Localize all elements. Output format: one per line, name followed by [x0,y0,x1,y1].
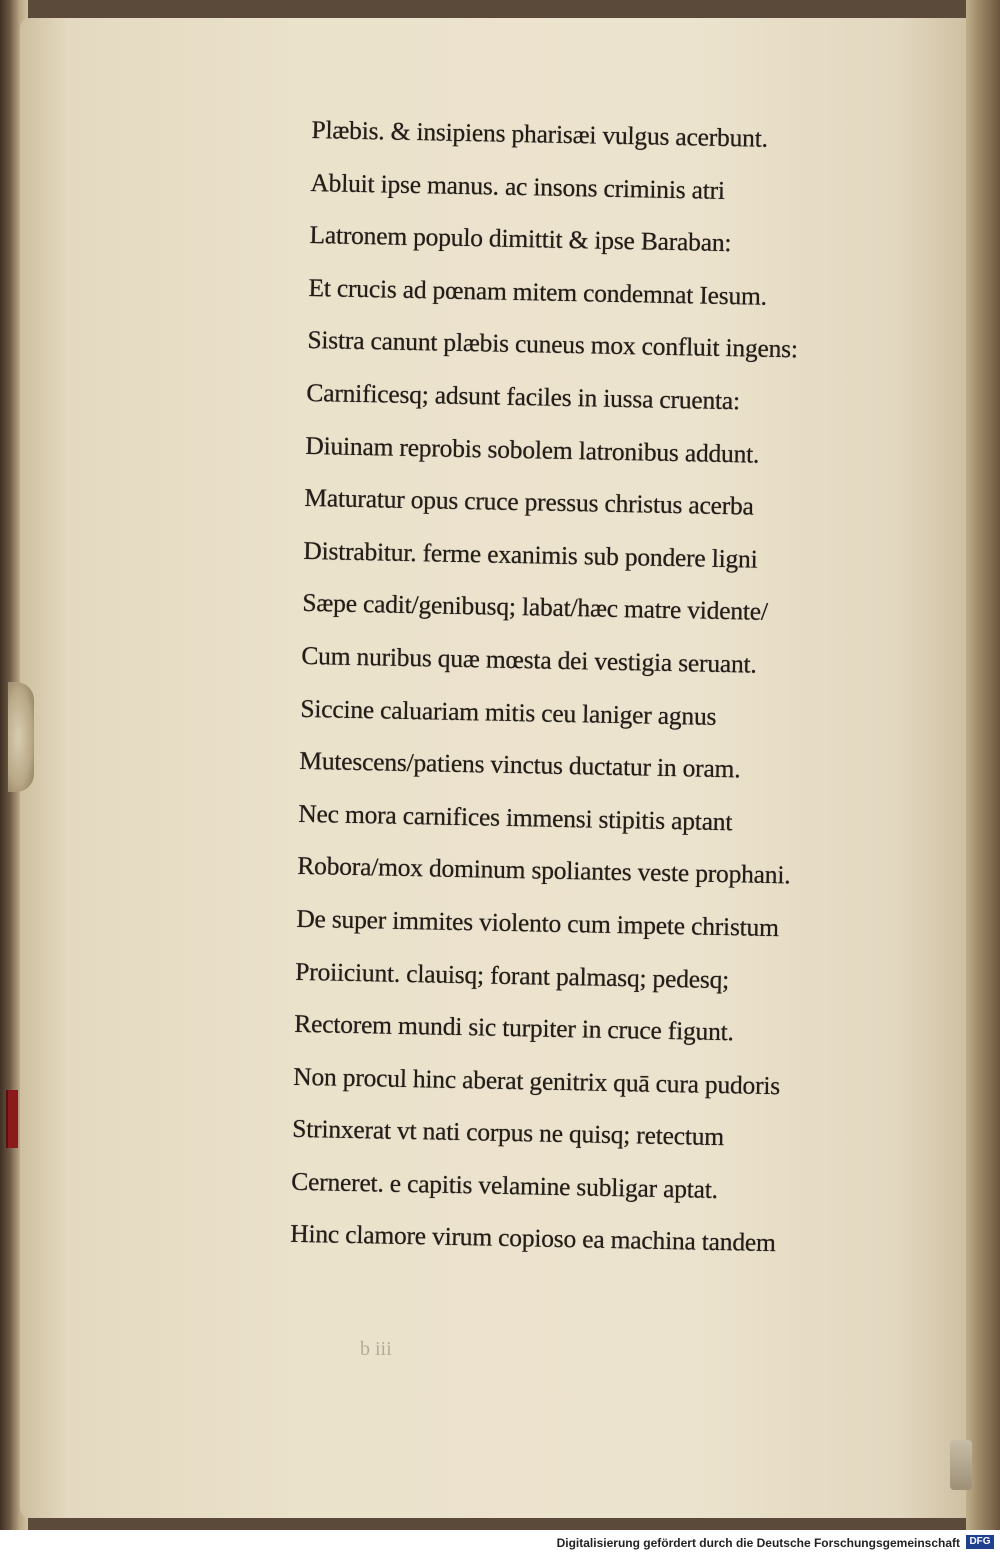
text-line: Sistra canunt plæbis cuneus mox confluit ingens: [307,325,799,364]
text-line: Nec mora carnifices immensi stipitis aptant [298,798,733,836]
signature-mark: b iii [360,1338,392,1360]
text-line: Abluit ipse manus. ac insons criminis atri [310,167,726,205]
text-line: Robora/mox dominum spoliantes veste prophani. [297,851,791,890]
poem-text [290,104,912,1272]
text-line: Plæbis. & insipiens pharisæi vulgus acerbunt. [311,114,769,153]
text-line: Maturatur opus cruce pressus christus acerba [304,483,754,521]
text-line: De super immites violento cum impete christum [296,903,780,943]
text-line: Latronem populo dimittit & ipse Baraban: [309,220,732,258]
text-line: Diuinam reprobis sobolem latronibus addunt. [305,430,760,469]
text-line: Mutescens/patiens vinctus ductatur in oram. [299,746,741,784]
text-line: Non procul hinc aberat genitrix quā cura pudoris [293,1061,781,1100]
dfg-logo-icon: DFG [966,1535,994,1549]
text-line: Carnificesq; adsunt faciles in iussa cruenta: [306,377,741,416]
text-line: Strinxerat vt nati corpus ne quisq; retectum [292,1114,725,1152]
text-line: Sæpe cadit/genibusq; labat/hæc matre vidente/ [302,588,769,627]
text-line: Rectorem mundi sic turpiter in cruce figunt. [294,1008,734,1047]
bookmark-ribbon [6,1090,18,1148]
text-line: Et crucis ad pœnam mitem condemnat Iesum. [308,272,768,311]
text-line: Proiiciunt. clauisq; forant palmasq; pedesq; [295,956,730,994]
footer-bar [0,1530,1000,1556]
text-line: Hinc clamore virum copioso ea machina tandem [290,1219,776,1258]
facing-page-edge [966,0,1000,1530]
page-tab-marker [8,682,34,792]
funding-credit: Digitalisierung gefördert durch die Deutsche Forschungsgemeinschaft [556,1536,960,1550]
page-clip [950,1440,972,1490]
text-line: Cerneret. e capitis velamine subligar aptat. [291,1166,719,1204]
text-line: Cum nuribus quæ mœsta dei vestigia seruant. [301,640,757,679]
text-line: Siccine caluariam mitis ceu laniger agnus [300,693,717,731]
text-line: Distrabitur. ferme exanimis sub pondere ligni [303,535,758,574]
